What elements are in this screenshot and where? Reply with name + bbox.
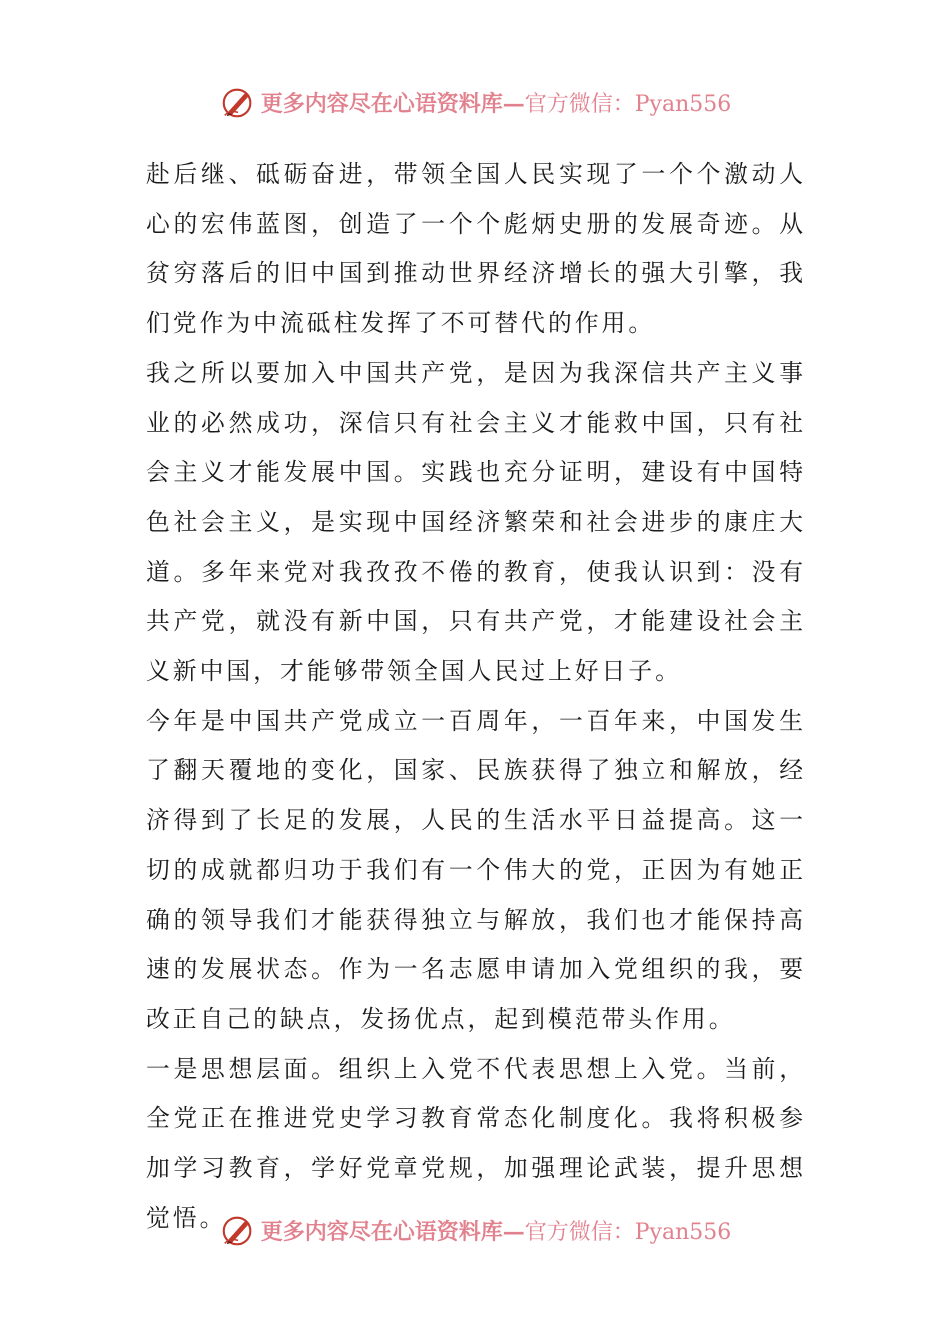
- watermark-right-text: 官方微信：Pyan556: [524, 1219, 732, 1245]
- pen-logo-icon: [219, 1211, 257, 1249]
- header-watermark: [0, 80, 950, 124]
- paragraph-1: 赴后继、砥砺奋进，带领全国人民实现了一个个激动人心的宏伟蓝图，创造了一个个彪炳史册的发展奇迹。从贫穷落后的旧中国到推动世界经济增长的强大引擎，我们党作为中流砥柱发挥了不可替代的作用。: [146, 160, 806, 338]
- footer-watermark: [0, 1208, 950, 1252]
- paragraph-3: 今年是中国共产党成立一百周年，一百年来，中国发生了翻天覆地的变化，国家、民族获得了独立和解放，经济得到了长足的发展，人民的生活水平日益提高。这一切的成就都归功于我们有一个伟大的党，正因为有她正确的领导我们才能获得独立与解放，我们也才能保持高速的发展状态。作为一名志愿申请加入党组织的我，要改正自己的缺点，发扬优点，起到模范带头作用。: [146, 706, 806, 1033]
- watermark-right-text: 官方微信：Pyan556: [524, 91, 732, 117]
- watermark-left-text: 更多内容尽在心语资料库—: [260, 1218, 525, 1245]
- watermark-left-text: 更多内容尽在心语资料库—: [260, 90, 525, 117]
- pen-logo-icon: [219, 83, 257, 121]
- paragraph-2: 我之所以要加入中国共产党，是因为我深信共产主义事业的必然成功，深信只有社会主义才能救中国，只有社会主义才能发展中国。实践也充分证明，建设有中国特色社会主义，是实现中国经济繁荣和社会进步的康庄大道。多年来党对我孜孜不倦的教育，使我认识到：没有共产党，就没有新中国，只有共产党，才能建设社会主义新中国，才能够带领全国人民过上好日子。: [146, 358, 806, 686]
- document-body: [146, 150, 806, 1243]
- paragraph-4: 一是思想层面。组织上入党不代表思想上入党。当前，全党正在推进党史学习教育常态化制度化。我将积极参加学习教育，学好党章党规，加强理论武装，提升思想觉悟。: [146, 1054, 806, 1232]
